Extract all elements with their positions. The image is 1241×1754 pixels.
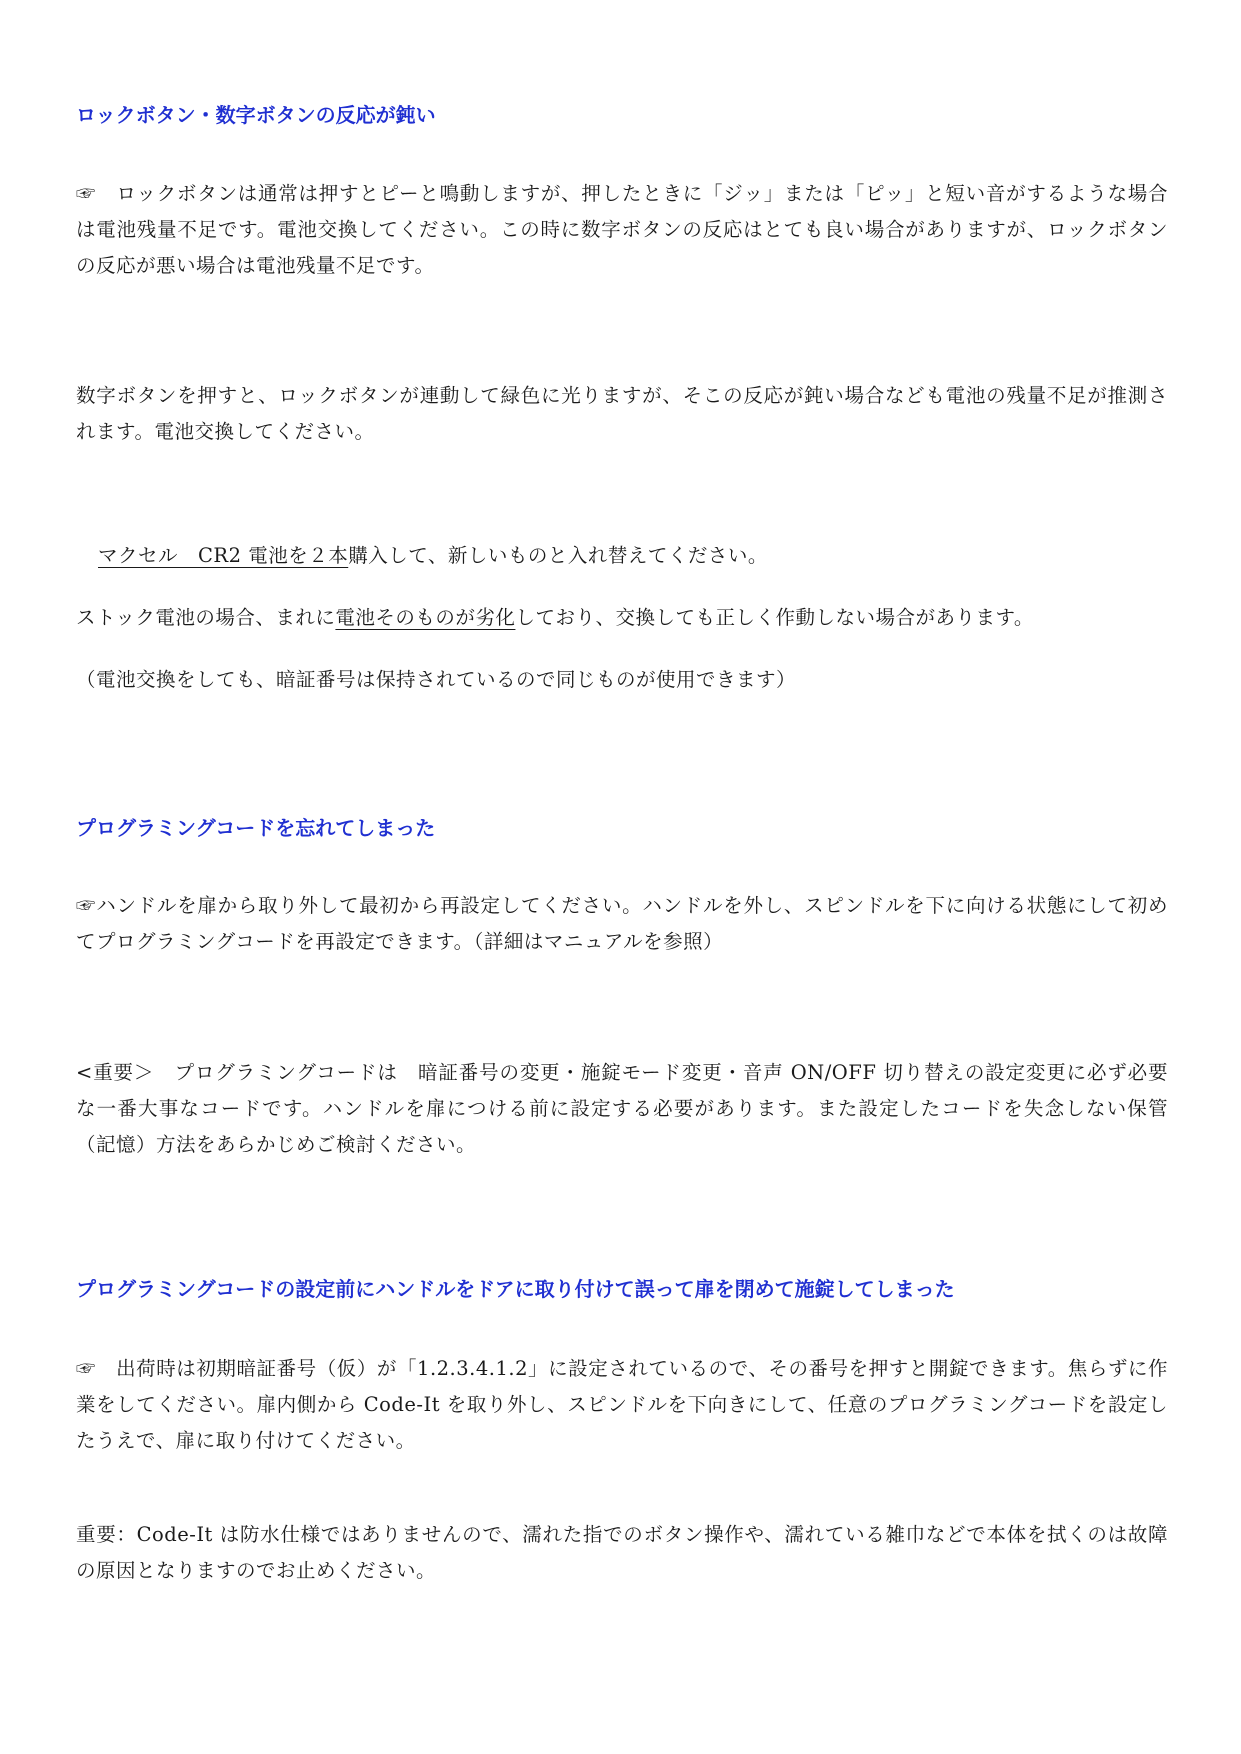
paragraph-code-retained: （電池交換をしても、暗証番号は保持されているので同じものが使用できます） [76,668,797,691]
battery-purchase-text: 購入して、新しいものと入れ替えてください。 [348,544,768,567]
paragraph-battery-purchase [76,538,1168,574]
paragraph-number-button-battery: 数字ボタンを押すと、ロックボタンが連動して緑色に光りますが、そこの反応が鈍い場合なども電池の残量不足が推測されます。電池交換してください。 [76,384,1168,443]
stock-battery-text-before: ストック電池の場合、まれに [76,606,336,629]
paragraph-initial-code: ☞ 出荷時は初期暗証番号（仮）が「1.2.3.4.1.2」に設定されているので、その番号を押すと開錠できます。焦らずに作業をしてください。扉内側から Code-It を取り外し、スピンドルを下向きにして、任意のプログラミングコードを設定したうえで、扉に取り付けてください。 [76,1357,1168,1452]
stock-battery-text-after: しており、交換しても正しく作動しない場合があります。 [515,606,1034,629]
section-heading-locked-before-setup: プログラミングコードの設定前にハンドルをドアに取り付けて誤って扉を閉めて施錠してしまった [76,1277,955,1301]
underlined-battery-spec: マクセル CR2 電池を２本 [98,544,349,567]
underlined-battery-degraded: 電池そのものが劣化 [335,606,516,629]
section-heading-button-response: ロックボタン・数字ボタンの反応が鈍い [76,103,436,127]
paragraph-reset-code: ☞ハンドルを扉から取り外して最初から再設定してください。ハンドルを外し、スピンドルを下に向ける状態にして初めてプログラミングコードを再設定できます。（詳細はマニュアルを参照） [76,894,1168,953]
paragraph-important-code: <重要＞ プログラミングコードは 暗証番号の変更・施錠モード変更・音声 ON/OFF 切り替えの設定変更に必ず必要な一番大事なコードです。ハンドルを扉につける前に設定する必要があります。また設定したコードを失念しない保管（記憶）方法をあらかじめご検討ください。 [76,1061,1168,1156]
paragraph-not-waterproof: 重要：Code-It は防水仕様ではありませんので、濡れた指でのボタン操作や、濡れている雑巾などで本体を拭くのは故障の原因となりますのでお止めください。 [76,1523,1168,1582]
paragraph-stock-battery [76,600,1168,636]
section-heading-forgot-code: プログラミングコードを忘れてしまった [76,816,436,840]
paragraph-lock-button-battery: ☞ ロックボタンは通常は押すとピーと鳴動しますが、押したときに「ジッ」または「ピッ」と短い音がするような場合は電池残量不足です。電池交換してください。この時に数字ボタンの反応はとても良い場合がありますが、ロックボタンの反応が悪い場合は電池残量不足です。 [76,182,1168,277]
